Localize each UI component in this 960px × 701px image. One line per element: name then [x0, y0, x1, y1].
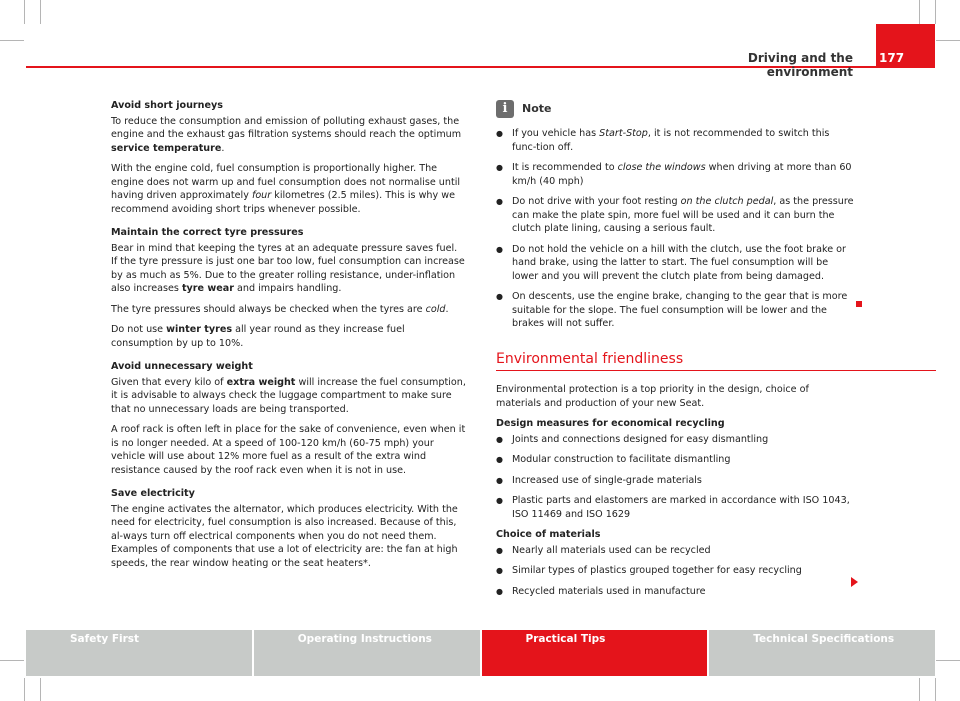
- section-heading: Avoid unnecessary weight: [111, 361, 253, 372]
- section-rule: [496, 370, 936, 371]
- page-number: 177: [879, 51, 905, 65]
- section-heading: Design measures for economical recycling: [496, 418, 725, 429]
- crop-mark: [24, 0, 25, 24]
- crop-mark: [936, 40, 960, 41]
- crop-mark: [919, 678, 920, 701]
- end-of-section-marker: [856, 301, 862, 307]
- left-column: [111, 99, 466, 577]
- crop-mark: [40, 0, 41, 24]
- crop-mark: [24, 678, 25, 701]
- list-item: ● It is recommended to close the windows when driving at more than 60 km/h (40 mph): [496, 162, 852, 187]
- list-item: ● Nearly all materials used can be recycled: [496, 544, 711, 556]
- crop-mark: [935, 678, 936, 701]
- paragraph: To reduce the consumption and emission of polluting exhaust gases, the engine and the exhaust gas filtration systems should reach the optimum service temperature.: [111, 115, 462, 154]
- tab-safety-first[interactable]: Safety First: [26, 630, 252, 676]
- list-item: ● Joints and connections designed for easy dismantling: [496, 433, 769, 445]
- crop-mark: [0, 40, 24, 41]
- list-item: ● Modular construction to facilitate dismantling: [496, 454, 731, 465]
- bullet-icon: ●: [496, 566, 503, 575]
- bullet-icon: ●: [496, 545, 503, 555]
- bullet-icon: ●: [496, 475, 503, 485]
- section-heading: Maintain the correct tyre pressures: [111, 227, 304, 238]
- bullet-icon: ●: [496, 163, 503, 172]
- page-title: Driving and the environment: [747, 51, 853, 79]
- crop-mark: [936, 660, 960, 661]
- bullet-icon: ●: [496, 586, 503, 596]
- list-item: ● Recycled materials used in manufacture: [496, 585, 706, 597]
- section-heading: Choice of materials: [496, 529, 601, 540]
- bullet-icon: ●: [496, 434, 503, 444]
- list-item: ● Plastic parts and elastomers are marked in accordance with ISO 1043, ISO 11469 and ISO 1629: [496, 495, 850, 520]
- crop-mark: [935, 0, 936, 24]
- crop-mark: [0, 660, 24, 661]
- list-item: ● On descents, use the engine brake, changing to the gear that is more suitable for the slope. The fuel consumption will be lower and the brakes will not suffer.: [496, 291, 848, 329]
- continue-arrow-icon: [851, 577, 858, 587]
- paragraph: The tyre pressures should always be checked when the tyres are cold.: [111, 303, 449, 315]
- tab-operating-instructions[interactable]: Operating Instructions: [254, 630, 480, 676]
- env-column: [496, 383, 854, 605]
- list-item: ● Do not hold the vehicle on a hill with the clutch, use the foot brake or hand brake, using the latter to start. The fuel consumption will be lower and you will prevent the clutch plate from being damaged.: [496, 243, 846, 282]
- paragraph: With the engine cold, fuel consumption is proportionally higher. The engine does not warm up and fuel consumption does not normalise until having driven approximately four kilometres (2.5 miles). This is why we recommend avoiding short trips whenever possible.: [111, 163, 461, 215]
- paragraph: A roof rack is often left in place for the sake of convenience, even when it is no longer needed. At a speed of 100-120 km/h (60-75 mph) your vehicle will use about 12% more fuel as a result of the extra wind resistance caused by the roof rack even when it is not in use.: [111, 424, 466, 476]
- note-header: [496, 100, 854, 118]
- bullet-icon: ●: [496, 197, 503, 206]
- bullet-icon: ●: [496, 455, 503, 464]
- crop-mark: [40, 678, 41, 701]
- list-item: ● Do not drive with your foot resting on the clutch pedal, as the pressure can make the plate spin, more fuel will be used and it can burn the clutch plate lining, causing a serious fault.: [496, 196, 854, 234]
- section-heading: Save electricity: [111, 488, 195, 499]
- crop-mark: [919, 0, 920, 24]
- bullet-icon: ●: [496, 496, 503, 505]
- paragraph: Bear in mind that keeping the tyres at an adequate pressure saves fuel. If the tyre pressure is just one bar too low, fuel consumption can increase by as much as 5%. Due to the greater rolling resistance, under-inflation also increases tyre wear and impairs handling.: [111, 242, 465, 294]
- bullet-icon: ●: [496, 244, 503, 254]
- note-label: Note: [522, 102, 552, 116]
- footer-nav: [26, 630, 935, 676]
- info-icon: i: [496, 100, 514, 118]
- list-item: ● If you vehicle has Start-Stop, it is not recommended to switch this func-tion off.: [496, 128, 830, 153]
- paragraph: Do not use winter tyres all year round as they increase fuel consumption by up to 10%.: [111, 324, 405, 349]
- paragraph: Given that every kilo of extra weight will increase the fuel consumption, it is advisable to always check the luggage compartment to make sure that no unnecessary loads are being transported.: [111, 376, 466, 415]
- tab-technical-specifications[interactable]: Technical Specifications: [709, 630, 935, 676]
- tab-practical-tips[interactable]: Practical Tips: [482, 630, 708, 676]
- section-heading: Avoid short journeys: [111, 100, 223, 111]
- paragraph: The engine activates the alternator, which produces electricity. With the need for electricity, fuel consumption is also increased. Because of this, al-ways turn off electrical components when you do not need them. Examples of components that use a lot of electricity are: the fan at high speeds, the rear window heating or the seat heaters*.: [111, 503, 458, 569]
- bullet-icon: ●: [496, 129, 503, 138]
- bullet-icon: ●: [496, 292, 503, 301]
- list-item: ● Similar types of plastics grouped together for easy recycling: [496, 565, 802, 576]
- paragraph: Environmental protection is a top priority in the design, choice of materials and production of your new Seat.: [496, 384, 809, 409]
- note-box: [496, 100, 854, 338]
- list-item: ● Increased use of single-grade materials: [496, 474, 702, 486]
- section-title: Environmental friendliness: [496, 351, 684, 367]
